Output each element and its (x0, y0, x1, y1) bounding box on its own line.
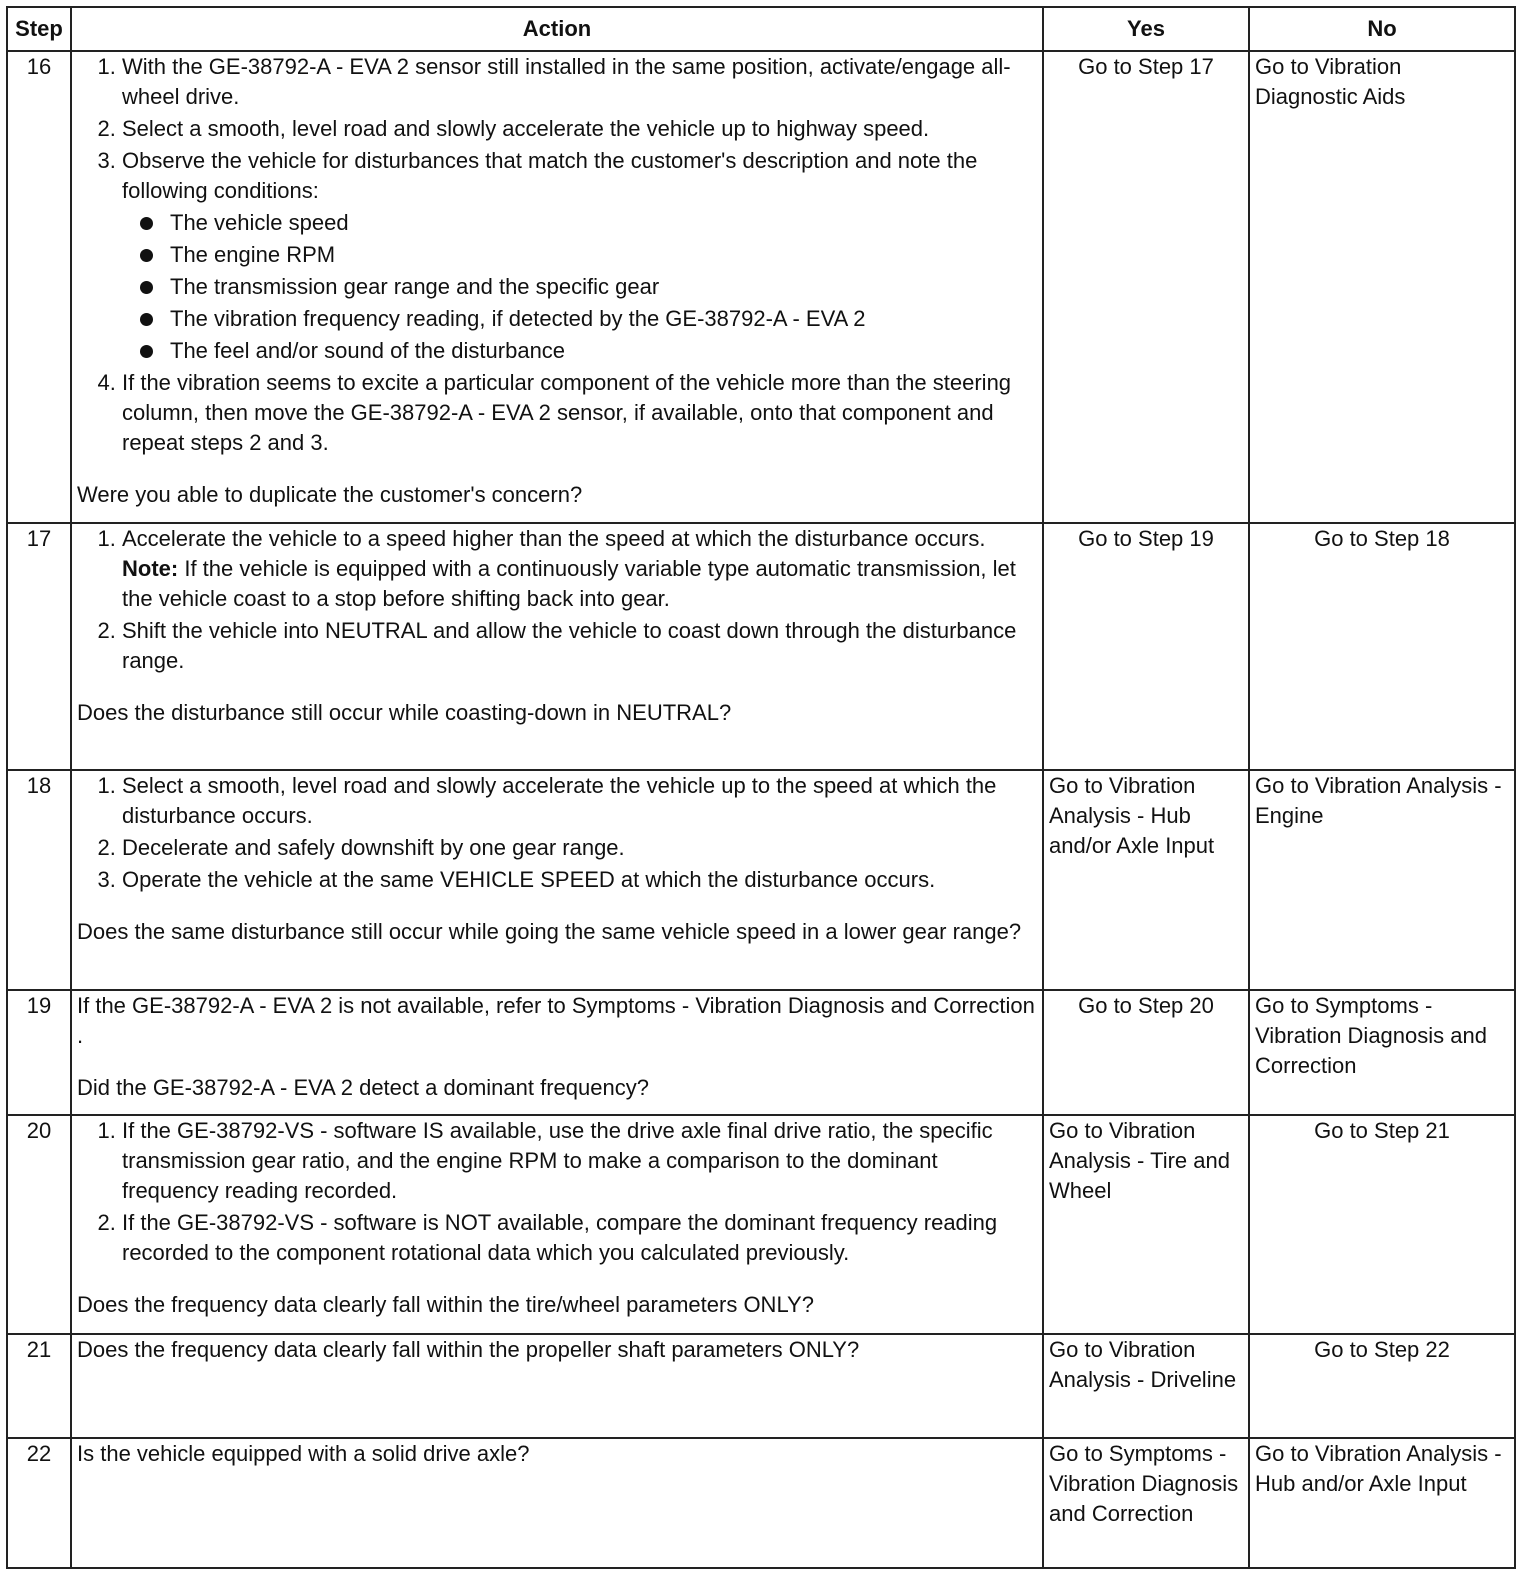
header-step: Step (7, 7, 71, 51)
header-action: Action (71, 7, 1043, 51)
no-cell: Go to Step 21 (1249, 1115, 1515, 1334)
action-item-text: Accelerate the vehicle to a speed higher than the speed at which the disturbance occurs. (122, 526, 986, 551)
action-item-text: Observe the vehicle for disturbances that match the customer's description and note the following conditions: (122, 148, 978, 203)
condition-item: The transmission gear range and the specific gear (170, 272, 1037, 302)
yes-cell: Go to Step 17 (1043, 51, 1249, 523)
action-cell (71, 770, 1043, 990)
table-row (7, 523, 1515, 770)
step-number: 16 (7, 51, 71, 523)
action-cell (71, 523, 1043, 770)
action-item: 4. If the vibration seems to excite a particular component of the vehicle more than the steering column, then move the GE-38792-A - EVA 2 sensor, if available, onto that component and repeat steps 2 and 3. (122, 368, 1037, 458)
question-text: Does the same disturbance still occur while going the same vehicle speed in a lower gear range? (77, 919, 1022, 944)
step-number: 21 (7, 1334, 71, 1438)
action-steps (77, 52, 1037, 458)
question-text: Did the GE-38792-A - EVA 2 detect a dominant frequency? (77, 1075, 649, 1100)
question-text: Does the frequency data clearly fall within the propeller shaft parameters ONLY? (77, 1337, 860, 1362)
no-cell: Go to Vibration Analysis - Hub and/or Axle Input (1249, 1438, 1515, 1568)
action-cell (71, 1438, 1043, 1568)
question-text: Is the vehicle equipped with a solid drive axle? (77, 1441, 530, 1466)
action-item: 3. Operate the vehicle at the same VEHICLE SPEED at which the disturbance occurs. (122, 865, 1037, 895)
step-number: 22 (7, 1438, 71, 1568)
table-row (7, 1115, 1515, 1334)
action-item: 1. Select a smooth, level road and slowly accelerate the vehicle up to the speed at which the disturbance occurs. (122, 771, 1037, 831)
question-text: Were you able to duplicate the customer's concern? (77, 482, 583, 507)
question-text: Does the disturbance still occur while coasting-down in NEUTRAL? (77, 700, 732, 725)
action-cell (71, 990, 1043, 1115)
yes-cell: Go to Vibration Analysis - Hub and/or Axle Input (1043, 770, 1249, 990)
condition-item: The feel and/or sound of the disturbance (170, 336, 1037, 366)
table-row (7, 1438, 1515, 1568)
table-row (7, 1334, 1515, 1438)
condition-item: The vibration frequency reading, if detected by the GE-38792-A - EVA 2 (170, 304, 1037, 334)
condition-list (122, 208, 1037, 366)
yes-cell: Go to Vibration Analysis - Tire and Wheel (1043, 1115, 1249, 1334)
step-number: 19 (7, 990, 71, 1115)
action-steps (77, 1116, 1037, 1268)
condition-item: The vehicle speed (170, 208, 1037, 238)
note-text: If the vehicle is equipped with a continuously variable type automatic transmission, let the vehicle coast to a stop before shifting back into gear. (122, 556, 1016, 611)
no-cell: Go to Symptoms - Vibration Diagnosis and Correction (1249, 990, 1515, 1115)
yes-cell: Go to Step 20 (1043, 990, 1249, 1115)
condition-item: The engine RPM (170, 240, 1037, 270)
question-text: Does the frequency data clearly fall within the tire/wheel parameters ONLY? (77, 1292, 814, 1317)
yes-cell: Go to Vibration Analysis - Driveline (1043, 1334, 1249, 1438)
action-item (122, 524, 1037, 614)
table-row (7, 51, 1515, 523)
table-row (7, 990, 1515, 1115)
header-row (7, 7, 1515, 51)
header-yes: Yes (1043, 7, 1249, 51)
no-cell: Go to Vibration Analysis - Engine (1249, 770, 1515, 990)
action-text: If the GE-38792-A - EVA 2 is not available, refer to Symptoms - Vibration Diagnosis and Correction . (77, 993, 1035, 1048)
action-steps (77, 771, 1037, 895)
no-cell: Go to Step 22 (1249, 1334, 1515, 1438)
step-number: 20 (7, 1115, 71, 1334)
action-item (122, 146, 1037, 366)
no-cell: Go to Step 18 (1249, 523, 1515, 770)
no-cell: Go to Vibration Diagnostic Aids (1249, 51, 1515, 523)
step-number: 17 (7, 523, 71, 770)
action-item: 2. Shift the vehicle into NEUTRAL and allow the vehicle to coast down through the disturbance range. (122, 616, 1037, 676)
note-label: Note: (122, 556, 179, 581)
table-row (7, 770, 1515, 990)
yes-cell: Go to Symptoms - Vibration Diagnosis and Correction (1043, 1438, 1249, 1568)
action-item: 2. Decelerate and safely downshift by one gear range. (122, 833, 1037, 863)
header-no: No (1249, 7, 1515, 51)
diagnostic-table (6, 6, 1516, 1569)
action-cell (71, 1115, 1043, 1334)
action-cell (71, 51, 1043, 523)
action-item: 1. If the GE-38792-VS - software IS available, use the drive axle final drive ratio, the specific transmission gear ratio, and the engine RPM to make a comparison to the dominant frequency reading recorded. (122, 1116, 1037, 1206)
action-steps (77, 524, 1037, 676)
action-item: 2. If the GE-38792-VS - software is NOT available, compare the dominant frequency reading recorded to the component rotational data which you calculated previously. (122, 1208, 1037, 1268)
action-cell (71, 1334, 1043, 1438)
action-item: 2. Select a smooth, level road and slowly accelerate the vehicle up to highway speed. (122, 114, 1037, 144)
action-item: 1. With the GE-38792-A - EVA 2 sensor still installed in the same position, activate/engage all-wheel drive. (122, 52, 1037, 112)
step-number: 18 (7, 770, 71, 990)
yes-cell: Go to Step 19 (1043, 523, 1249, 770)
